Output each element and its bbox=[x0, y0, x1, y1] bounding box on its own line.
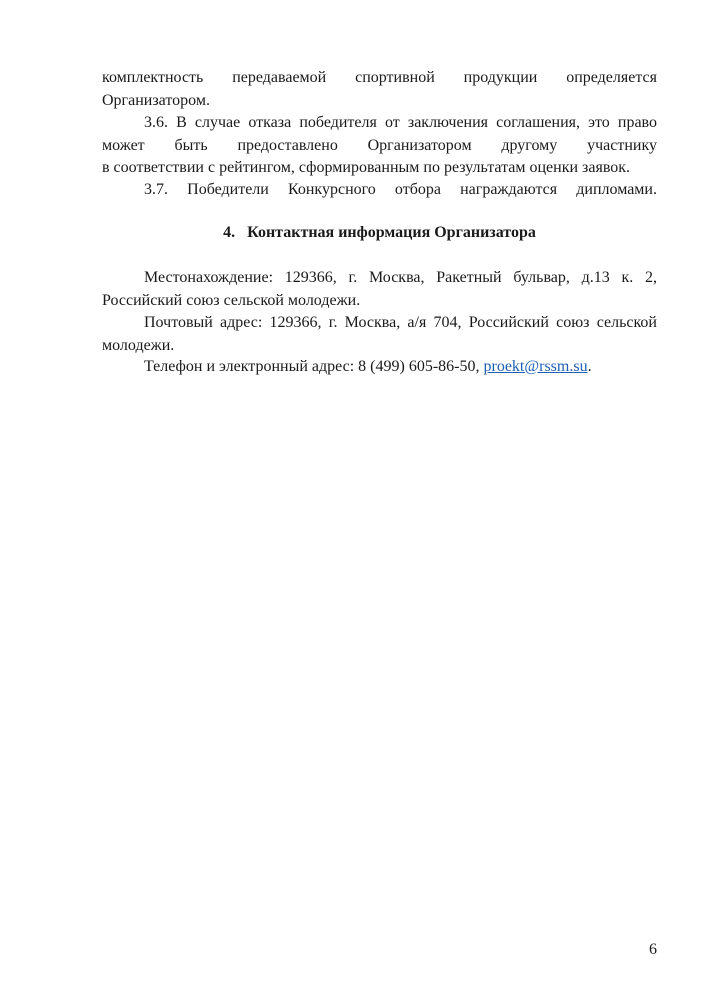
paragraph-3-6 bbox=[102, 112, 657, 180]
text-line: Организатором. bbox=[102, 91, 210, 109]
text-line bbox=[102, 356, 657, 379]
section-heading bbox=[102, 222, 657, 244]
text-line: Почтовый адрес: 129366, г. Москва, а/я 704, Российский союз сельской bbox=[144, 314, 657, 331]
paragraph-3-7 bbox=[102, 179, 657, 202]
text-line: 3.7. Победители Конкурсного отбора награждаются дипломами. bbox=[144, 181, 657, 198]
text-line: Российский союз сельской молодежи. bbox=[102, 291, 361, 309]
phone-suffix: . bbox=[587, 358, 592, 375]
phone-text: Телефон и электронный адрес: 8 (499) 605-86-50, bbox=[144, 358, 484, 375]
text-line: Местонахождение: 129366, г. Москва, Ракетный бульвар, д.13 к. 2, bbox=[144, 269, 657, 286]
text-line: может быть предоставлено Организатором другому участнику bbox=[102, 136, 657, 154]
paragraph-postal bbox=[102, 312, 657, 357]
text-line: в соответствии с рейтингом, сформированным по результатам оценки заявок. bbox=[102, 159, 631, 176]
paragraph-location bbox=[102, 267, 657, 312]
section-title: Контактная информация Организатора bbox=[247, 224, 536, 241]
email-link[interactable]: proekt@rssm.su bbox=[483, 358, 588, 375]
text-line: комплектность передаваемой спортивной продукции определяется bbox=[102, 69, 657, 86]
paragraph-continuation bbox=[102, 67, 657, 112]
paragraph-phone bbox=[102, 356, 657, 379]
text-line: 3.6. В случае отказа победителя от заключения соглашения, это право bbox=[144, 114, 657, 131]
page-number: 6 bbox=[649, 941, 657, 958]
section-number: 4. bbox=[223, 224, 236, 241]
text-line: молодежи. bbox=[102, 336, 175, 354]
